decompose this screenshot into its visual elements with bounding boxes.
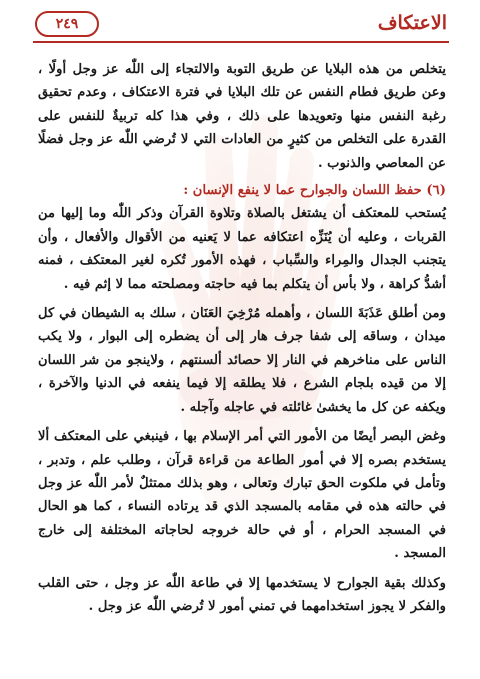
paragraph-5: وكذلك بقية الجوارح لا يستخدمها إلا في طاعة اللّٰه عز وجل ، حتى القلب والفكر لا يجوز استخدامهما في تمني أمور لا تُرضي اللّٰه عز وجل . bbox=[38, 575, 446, 614]
paragraph-3: ومن أطلق عَذَبَةَ اللسان ، وأهمله مُرْخِيَ العَنَان ، سلك به الشيطان في كل ميدان ، وساقه إلى شفا جرف هار إلى أن يضطره إلى البوار ، ولا يكب الناس على مناخرهم في النار إلا حصائد ألسنتهم ، ولاينجو من شر اللسان إلا من قيده بلجام الشرع ، فلا يطلقه إلا فيما ينفعه في الدنيا والآخرة ، ويكفه عن كل ما يخشىٰ غائلته في عاجله وآجله . bbox=[38, 306, 446, 415]
page-number-badge: ٢٤٩ bbox=[35, 11, 99, 37]
section-heading: (٦) حفظ اللسان والجوارح عما لا ينفع الإنسان : bbox=[183, 183, 446, 199]
page-body bbox=[38, 58, 446, 618]
paragraph-2: يُستحب للمعتكف أن يشتغل بالصلاة وتلاوة القرآن وذكر اللّٰه وما إليها من القربات ، وعليه أن يُنَزِّه اعتكافه عما لا يَعنيه من الأقوال والأفعال ، وأن يتجنب الجدال والمِراء والسِّباب ، فهذه الأمور تُكره لغير المعتكف ، فمنه أشدُّ كراهة ، ولا بأس أن يتكلم بما فيه حاجته ومصلحته مما لا إثم فيه . bbox=[38, 206, 446, 292]
paragraph-1: يتخلص من هذه البلايا عن طريق التوبة والالتجاء إلى اللّٰه عز وجل أولًا ، وعن طريق فطام النفس عن تلك البلايا في فترة الاعتكاف ، وعدم تحقيق رغبة النفس منها وتعويدها على ذلك ، وفي هذا كله تربيةٌ للنفس على القدرة على التخلص من كثيرٍ من العادات التي لا تُرضي اللّٰه عز وجل فضلًا عن المعاصي والذنوب . bbox=[38, 62, 446, 171]
header-divider bbox=[33, 41, 449, 43]
page-header bbox=[35, 8, 447, 42]
chapter-title: الاعتكاف bbox=[377, 12, 447, 34]
paragraph-4: وغض البصر أيضًا من الأمور التي أمر الإسلام بها ، فينبغي على المعتكف ألا يستخدم بصره إلا في أمور الطاعة من قراءة قرآن ، وطلب علم ، وتدبر ، وتأمل في ملكوت الحق تبارك وتعالى ، وهو بذلك ممتثلٌ لأمر اللّٰه عز وجل في حالته هذه في مقامه بالمسجد الذي قد يرتاده النساء ، كما هو الحال في المسجد الحرام ، أو في حالة خروجه لحاجاته المختلفة إلى خارج المسجد . bbox=[38, 429, 446, 562]
